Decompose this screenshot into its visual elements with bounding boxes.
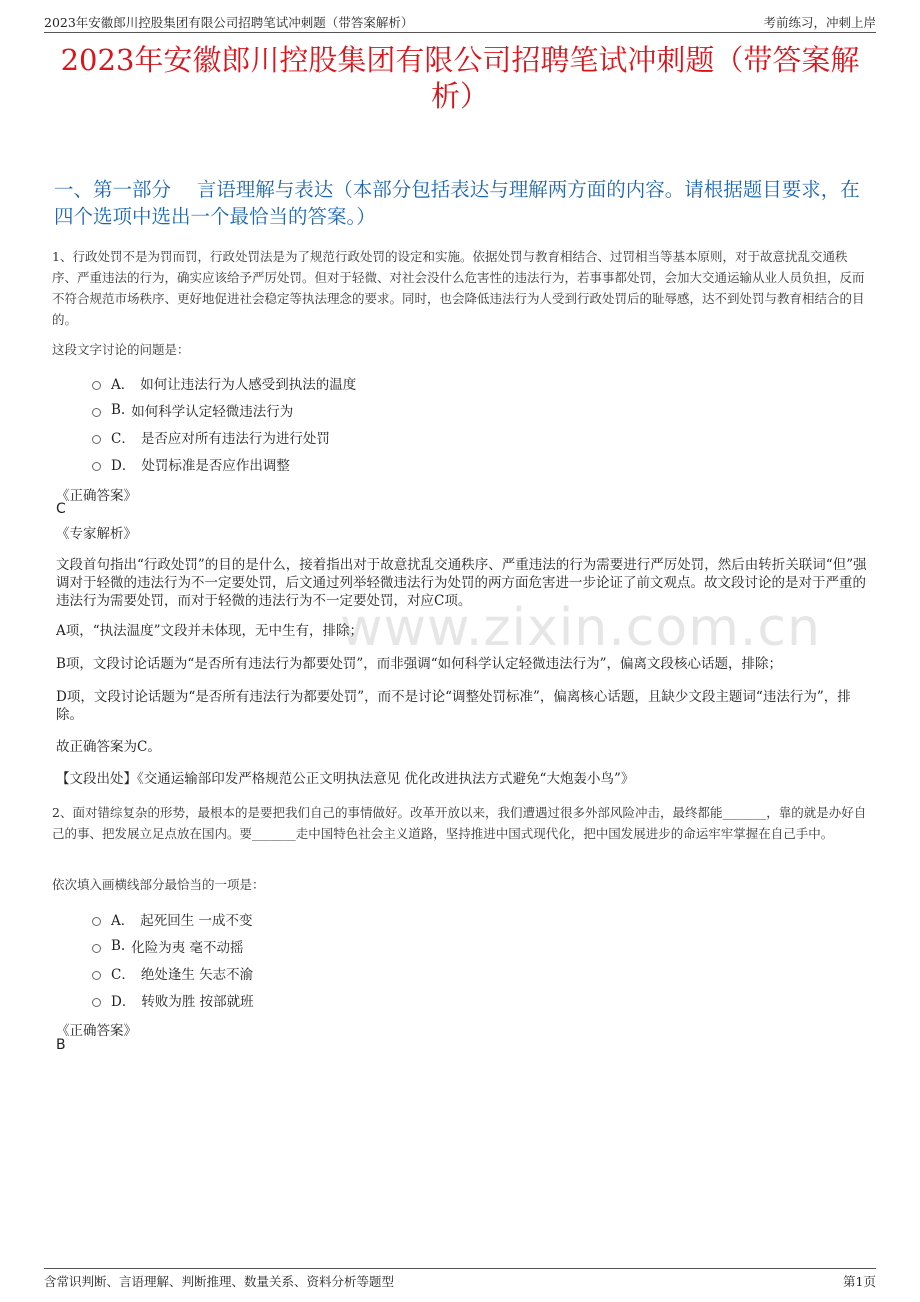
q1-analysis-para-1: 文段首句指出“行政处罚”的目的是什么，接着指出对于故意扰乱交通秩序、严重违法的行为需要进行严厉处罚，然后由转折关联词“但”强调对于轻微的违法行为不一定要处罚，后文通过列举轻微违法行为处罚的两方面危害进一步论证了前文观点。故文段讨论的是对于严重的违法行为需要处罚，而对于轻微的违法行为不一定要处罚，对应C项。	[56, 557, 867, 609]
option-letter: C．	[111, 430, 135, 447]
q2-option-c[interactable]	[92, 959, 254, 986]
q1-option-c[interactable]	[92, 423, 356, 450]
q1-analysis-para-5: 故正确答案为C。	[56, 739, 161, 755]
q1-option-a[interactable]	[92, 369, 356, 396]
radio-icon[interactable]	[92, 435, 101, 444]
option-text: 起死回生 一成不变	[140, 912, 253, 929]
q2-option-a[interactable]	[92, 905, 254, 932]
page-number: 第1页	[843, 1274, 876, 1289]
radio-icon[interactable]	[92, 971, 101, 980]
option-text: 如何科学认定轻微违法行为	[131, 403, 294, 420]
footer-question-types: 含常识判断、言语理解、判断推理、数量关系、资料分析等题型	[44, 1274, 395, 1289]
option-letter: D．	[111, 457, 136, 474]
q2-option-d[interactable]	[92, 986, 254, 1013]
option-text: 转败为胜 按部就班	[141, 993, 254, 1010]
option-letter: B.	[111, 937, 126, 954]
page-header	[44, 10, 876, 33]
q2-answer-label: 《正确答案》	[56, 1023, 137, 1039]
question-2-prompt: 依次填入画横线部分最恰当的一项是：	[52, 877, 265, 892]
q1-source: 【文段出处】《交通运输部印发严格规范公正文明执法意见 优化改进执法方式避免“大炮轰小鸟”》	[56, 771, 635, 787]
option-letter: A．	[111, 912, 135, 929]
q1-analysis-label: 《专家解析》	[56, 526, 137, 542]
header-slogan: 考前练习，冲刺上岸	[763, 15, 876, 30]
page-footer	[44, 1268, 876, 1291]
header-doc-title: 2023年安徽郎川控股集团有限公司招聘笔试冲刺题（带答案解析）	[44, 15, 414, 30]
q1-answer-label: 《正确答案》	[56, 488, 137, 504]
document-title: 2023年安徽郎川控股集团有限公司招聘笔试冲刺题（带答案解析）	[60, 43, 860, 113]
q1-analysis-para-2: A项，“执法温度”文段并未体现，无中生有，排除；	[56, 623, 364, 639]
question-2-options	[92, 905, 254, 1013]
question-1-stem: 1、行政处罚不是为罚而罚，行政处罚法是为了规范行政处罚的设定和实施。依据处罚与教育相结合、过罚相当等基本原则，对于故意扰乱交通秩序、严重违法的行为，确实应该给予严厉处罚。但对于轻微、对社会没什么危害性的违法行为，若事事都处罚，会加大交通运输从业人员负担，反而不符合规范市场秩序、更好地促进社会稳定等执法理念的要求。同时，也会降低违法行为人受到行政处罚后的耻辱感，达不到处罚与教育相结合的目的。	[52, 249, 865, 327]
option-text: 如何让违法行为人感受到执法的温度	[140, 376, 357, 393]
question-1-options	[92, 369, 356, 477]
question-1-prompt: 这段文字讨论的问题是：	[52, 342, 190, 357]
radio-icon[interactable]	[92, 917, 101, 926]
option-text: 绝处逢生 矢志不渝	[140, 966, 254, 983]
section-heading: 一、第一部分 言语理解与表达（本部分包括表达与理解两方面的内容。请根据题目要求，在四个选项中选出一个最恰当的答案。）	[54, 178, 860, 228]
option-letter: D．	[111, 993, 136, 1010]
option-text: 处罚标准是否应作出调整	[141, 457, 290, 474]
radio-icon[interactable]	[92, 998, 101, 1007]
option-text: 是否应对所有违法行为进行处罚	[140, 430, 330, 447]
q2-answer: B	[56, 1037, 66, 1053]
option-letter: A．	[111, 376, 135, 393]
radio-icon[interactable]	[92, 944, 101, 953]
option-text: 化险为夷 毫不动摇	[131, 939, 244, 956]
question-2-stem: 2、面对错综复杂的形势，最根本的是要把我们自己的事情做好。改革开放以来，我们遭遇过很多外部风险冲击，最终都能_______，靠的就是办好自己的事、把发展立足点放在国内。要_______走中国特色社会主义道路，坚持推进中国式现代化，把中国发展进步的命运牢牢掌握在自己手中。	[52, 805, 867, 841]
q1-option-b[interactable]	[92, 396, 356, 423]
q2-option-b[interactable]	[92, 932, 254, 959]
q1-analysis-para-4: D项，文段讨论话题为“是否所有违法行为都要处罚”，而不是讨论“调整处罚标准”，偏离核心话题，且缺少文段主题词“违法行为”，排除。	[56, 689, 851, 723]
option-letter: C．	[111, 966, 135, 983]
q1-analysis-para-3: B项，文段讨论话题为“是否所有违法行为都要处罚”，而非强调“如何科学认定轻微违法行为”，偏离文段核心话题，排除；	[56, 656, 783, 672]
radio-icon[interactable]	[92, 381, 101, 390]
option-letter: B.	[111, 401, 126, 418]
q1-option-d[interactable]	[92, 450, 356, 477]
radio-icon[interactable]	[92, 462, 101, 471]
q1-answer: C	[56, 501, 66, 517]
watermark: www.zixin.com.cn	[340, 598, 821, 658]
radio-icon[interactable]	[92, 408, 101, 417]
